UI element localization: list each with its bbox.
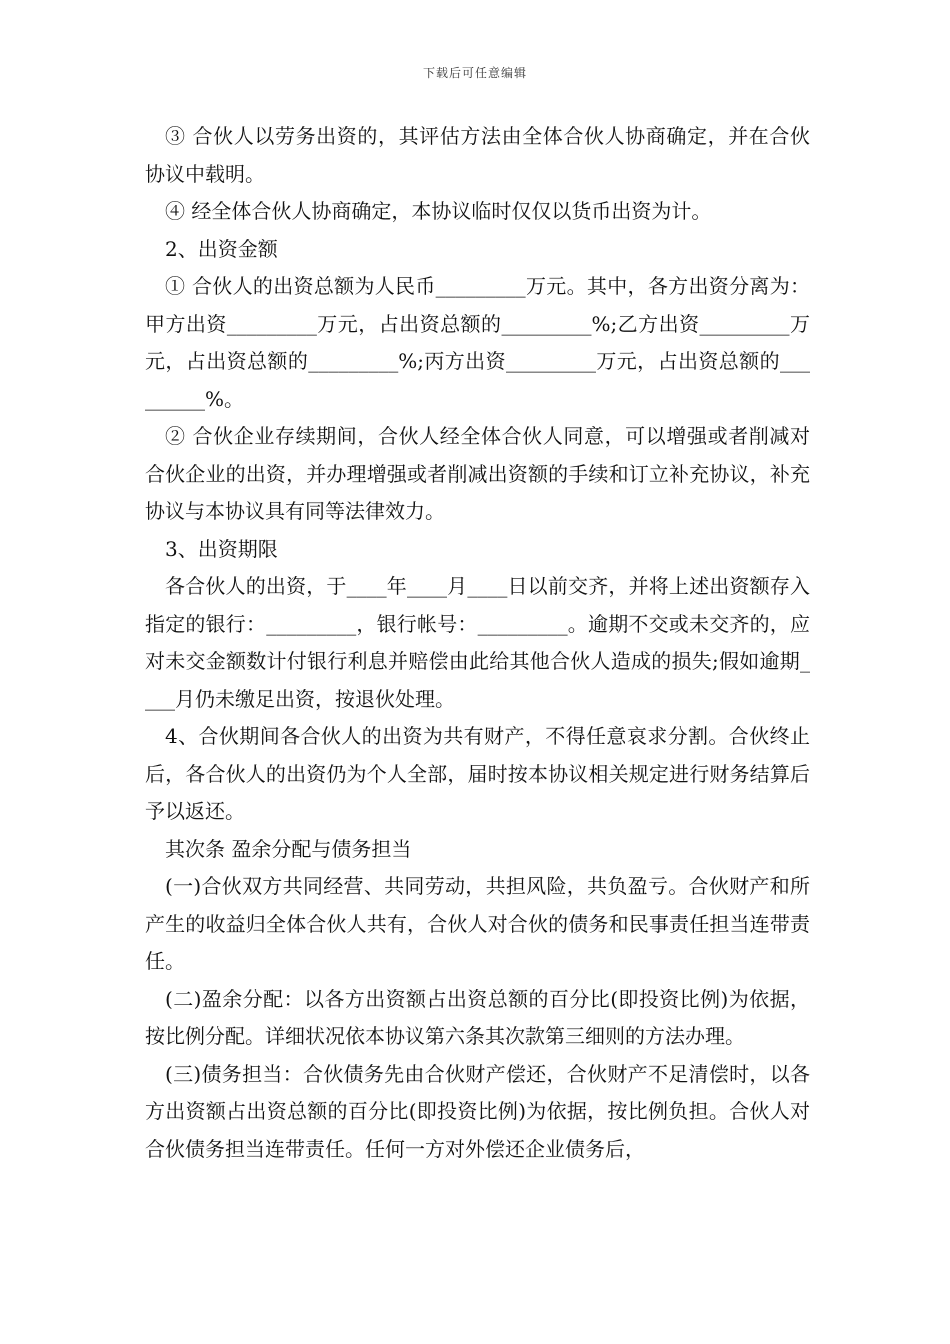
paragraph-contribution-total: ① 合伙人的出资总额为人民币_________万元。其中，各方出资分离为：甲方出资_________万元，占出资总额的_________%;乙方出资_________万元，占出资总额的_________%;丙方出资_________万元，占出资总额的_________%。 bbox=[145, 274, 810, 411]
paragraph-contribution-change: ② 合伙企业存续期间，合伙人经全体合伙人同意，可以增强或者削减对合伙企业的出资，并办理增强或者削减出资额的手续和订立补充协议，补充协议与本协议具有同等法律效力。 bbox=[145, 424, 810, 523]
page-header: 下载后可任意编辑 bbox=[422, 66, 527, 80]
paragraph-currency-contribution: ④ 经全体合伙人协商确定，本协议临时仅仅以货币出资为计。 bbox=[165, 199, 712, 223]
section-heading-contribution-deadline: 3、出资期限 bbox=[165, 536, 278, 561]
paragraph-debt-bearing: (三)债务担当：合伙债务先由合伙财产偿还，合伙财产不足清偿时，以各方出资额占出资总额的百分比(即投资比例)为依据，按比例负担。合伙人对合伙债务担当连带责任。任何一方对外偿还企业债务后， bbox=[145, 1061, 810, 1161]
paragraph-profit-distribution: (二)盈余分配：以各方出资额占出资总额的百分比(即投资比例)为依据，按比例分配。详细状况依本协议第六条其次款第三细则的方法办理。 bbox=[145, 986, 810, 1048]
section-heading-profit-debt: 其次条 盈余分配与债务担当 bbox=[165, 836, 412, 861]
section-heading-contribution-amount: 2、出资金额 bbox=[165, 236, 278, 261]
paragraph-contribution-deadline: 各合伙人的出资，于____年____月____日以前交齐，并将上述出资额存入指定的银行：_________，银行帐号：_________。逾期不交或未交齐的，应对未交金额数计付银行利息并赔偿由此给其他合伙人造成的损失;假如逾期____月仍未缴足出资，按退伙处理。 bbox=[145, 574, 810, 711]
paragraph-joint-operation: (一)合伙双方共同经营、共同劳动，共担风险，共负盈亏。合伙财产和所产生的收益归全体合伙人共有，合伙人对合伙的债务和民事责任担当连带责任。 bbox=[145, 874, 810, 973]
paragraph-labor-contribution: ③ 合伙人以劳务出资的，其评估方法由全体合伙人协商确定，并在合伙协议中载明。 bbox=[145, 124, 810, 186]
paragraph-common-property: 4、合伙期间各合伙人的出资为共有财产，不得任意哀求分割。合伙终止后，各合伙人的出资仍为个人全部，届时按本协议相关规定进行财务结算后予以返还。 bbox=[145, 724, 810, 823]
document-body bbox=[145, 118, 810, 1168]
